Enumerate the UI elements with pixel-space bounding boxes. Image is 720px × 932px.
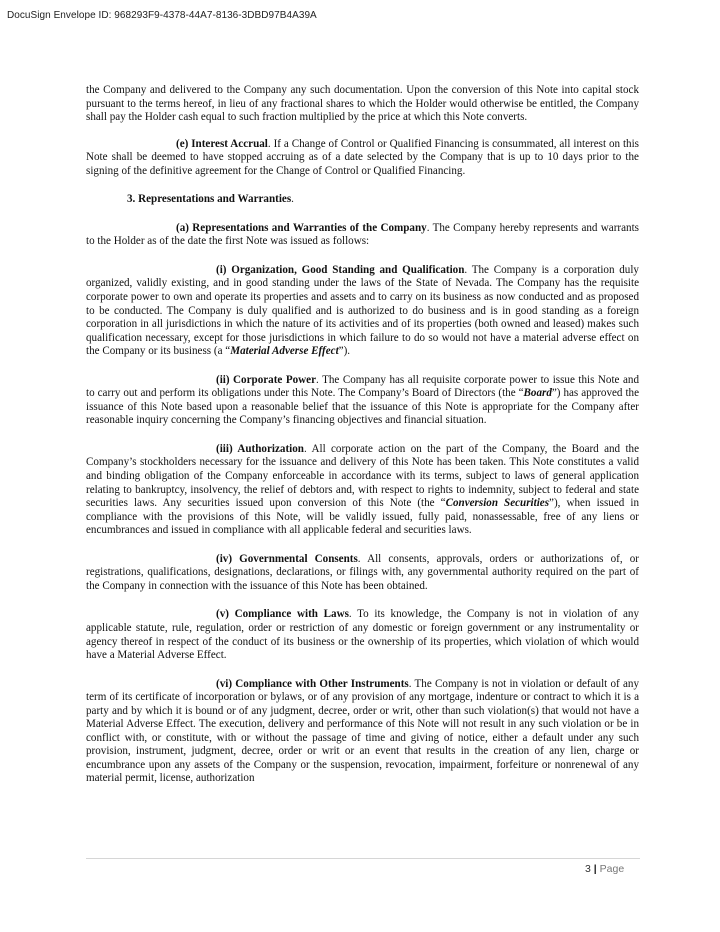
document-body [86,84,639,786]
corporate-power-heading: (ii) Corporate Power [216,373,317,386]
representations-heading: (a) Representations and Warranties of the Company [176,221,427,234]
page-number-footer [585,863,624,875]
defined-term-board: Board [523,387,552,400]
corporate-power-text: . The Company has all requisite corporate power to issue this Note and to carry out and perform its obligations under this Note. The Company’s Board of Directors (the “ [86,373,639,400]
authorization-heading: (iii) Authorization [216,442,304,455]
compliance-with-laws-paragraph [86,608,639,662]
governmental-consents-heading: (iv) Governmental Consents [216,552,358,565]
defined-term-material-adverse-effect: Material Adverse Effect [230,345,339,358]
organization-text: . The Company is a corporation duly organized, validly existing, and in good standing under the laws of the State of Nevada. The Company has the requisite corporate power to own and operate its properties and assets and to carry on its business as now conducted and as proposed to be conducted. The Company is duly qualified and is authorized to do business and is in good standing as a foreign corporation in all jurisdictions in which the nature of its activities and of its properties (both owned and leased) makes such qualification necessary, except for those jurisdictions in which failure to do so would not have a material adverse effect on the Company or its business (a “ [86,263,639,358]
compliance-other-instruments-paragraph [86,678,639,786]
compliance-other-instruments-text: . The Company is not in violation or default of any term of its certificate of incorporation or bylaws, or of any provision of any mortgage, indenture or contract to which it is a party and by which it is bound or of any judgment, decree, order or writ, other than such violation(s) that would not have a Material Adverse Effect. The execution, delivery and performance of this Note will not result in any such violation or be in conflict with, or constitute, with or without the passage of time and giving of notice, either a default under any such provision, instrument, judgment, decree, order or writ or an event that results in the creation of any lien, charge or encumbrance upon any assets of the Company or the suspension, revocation, impairment, forfeiture or nonrenewal of any material permit, license, authorization [86,677,640,785]
representations-paragraph [86,222,639,249]
authorization-paragraph [86,443,639,538]
page-number: 3 [585,863,591,875]
authorization-text-end: ”), when issued in compliance with the provisions of this Note, will be validly issued, fully paid, nonassessable, free of any liens or encumbrances and issued in compliance with all applicable federal and securities laws. [86,497,639,537]
interest-accrual-heading: (e) Interest Accrual [176,137,268,150]
governmental-consents-text: . All consents, approvals, orders or authorizations of, or registrations, qualifications, designations, declarations, or filings with, any governmental authority required on the part of the Company in connection with the issuance of this Note has been obtained. [86,552,639,592]
corporate-power-text-end: ”) has approved the issuance of this Note based upon a reasonable belief that the issuance of this Note is appropriate for the Company after reasonable inquiry concerning the Company’s financing objectives and financial situation. [86,387,639,427]
compliance-with-laws-heading: (v) Compliance with Laws [216,608,349,621]
defined-term-conversion-securities: Conversion Securities [445,497,550,510]
page-separator: | [593,863,597,875]
organization-paragraph [86,264,639,359]
interest-accrual-paragraph [86,138,639,179]
governmental-consents-paragraph [86,553,639,594]
corporate-power-paragraph [86,374,639,428]
representations-text: . The Company hereby represents and warrants to the Holder as of the date the first Note was issued as follows: [86,221,639,248]
section-3-heading-period: . [291,193,294,206]
compliance-with-laws-text: . To its knowledge, the Company is not in violation of any applicable statute, rule, regulation, order or restriction of any domestic or foreign government or any instrumentality or agency thereof in respect of the conduct of its business or the ownership of its properties, which violation of which would have a Material Adverse Effect. [86,608,639,662]
organization-heading: (i) Organization, Good Standing and Qualification [216,263,465,276]
intro-paragraph: the Company and delivered to the Company any such documentation. Upon the conversion of this Note into capital stock pursuant to the terms hereof, in lieu of any fractional shares to which the Holder would otherwise be entitled, the Company shall pay the Holder cash equal to such fraction multiplied by the price at which this Note converts. [86,84,639,124]
page-label: Page [599,863,625,875]
envelope-id-header: DocuSign Envelope ID: 968293F9-4378-44A7-8136-3DBD97B4A39A [7,10,317,21]
section-3-heading-line [86,193,639,207]
section-3-heading: 3. Representations and Warranties [127,193,292,206]
compliance-other-instruments-heading: (vi) Compliance with Other Instruments [216,677,409,690]
interest-accrual-text: . If a Change of Control or Qualified Financing is consummated, all interest on this Note shall be deemed to have stopped accruing as of a date selected by the Company that is up to 10 days prior to the signing of the definitive agreement for the Change of Control or Qualified Financing. [86,137,640,177]
organization-text-end: ”). [338,345,351,358]
authorization-text: . All corporate action on the part of the Company, the Board and the Company’s stockholders necessary for the issuance and delivery of this Note has been taken. This Note constitutes a valid and binding obligation of the Company enforceable in accordance with its terms, subject to laws of general application relating to bankruptcy, insolvency, the relief of debtors and, with respect to rights to indemnity, subject to federal and state securities laws. Any securities issued upon conversion of this Note (the “ [86,442,640,510]
footer-divider [86,858,640,859]
